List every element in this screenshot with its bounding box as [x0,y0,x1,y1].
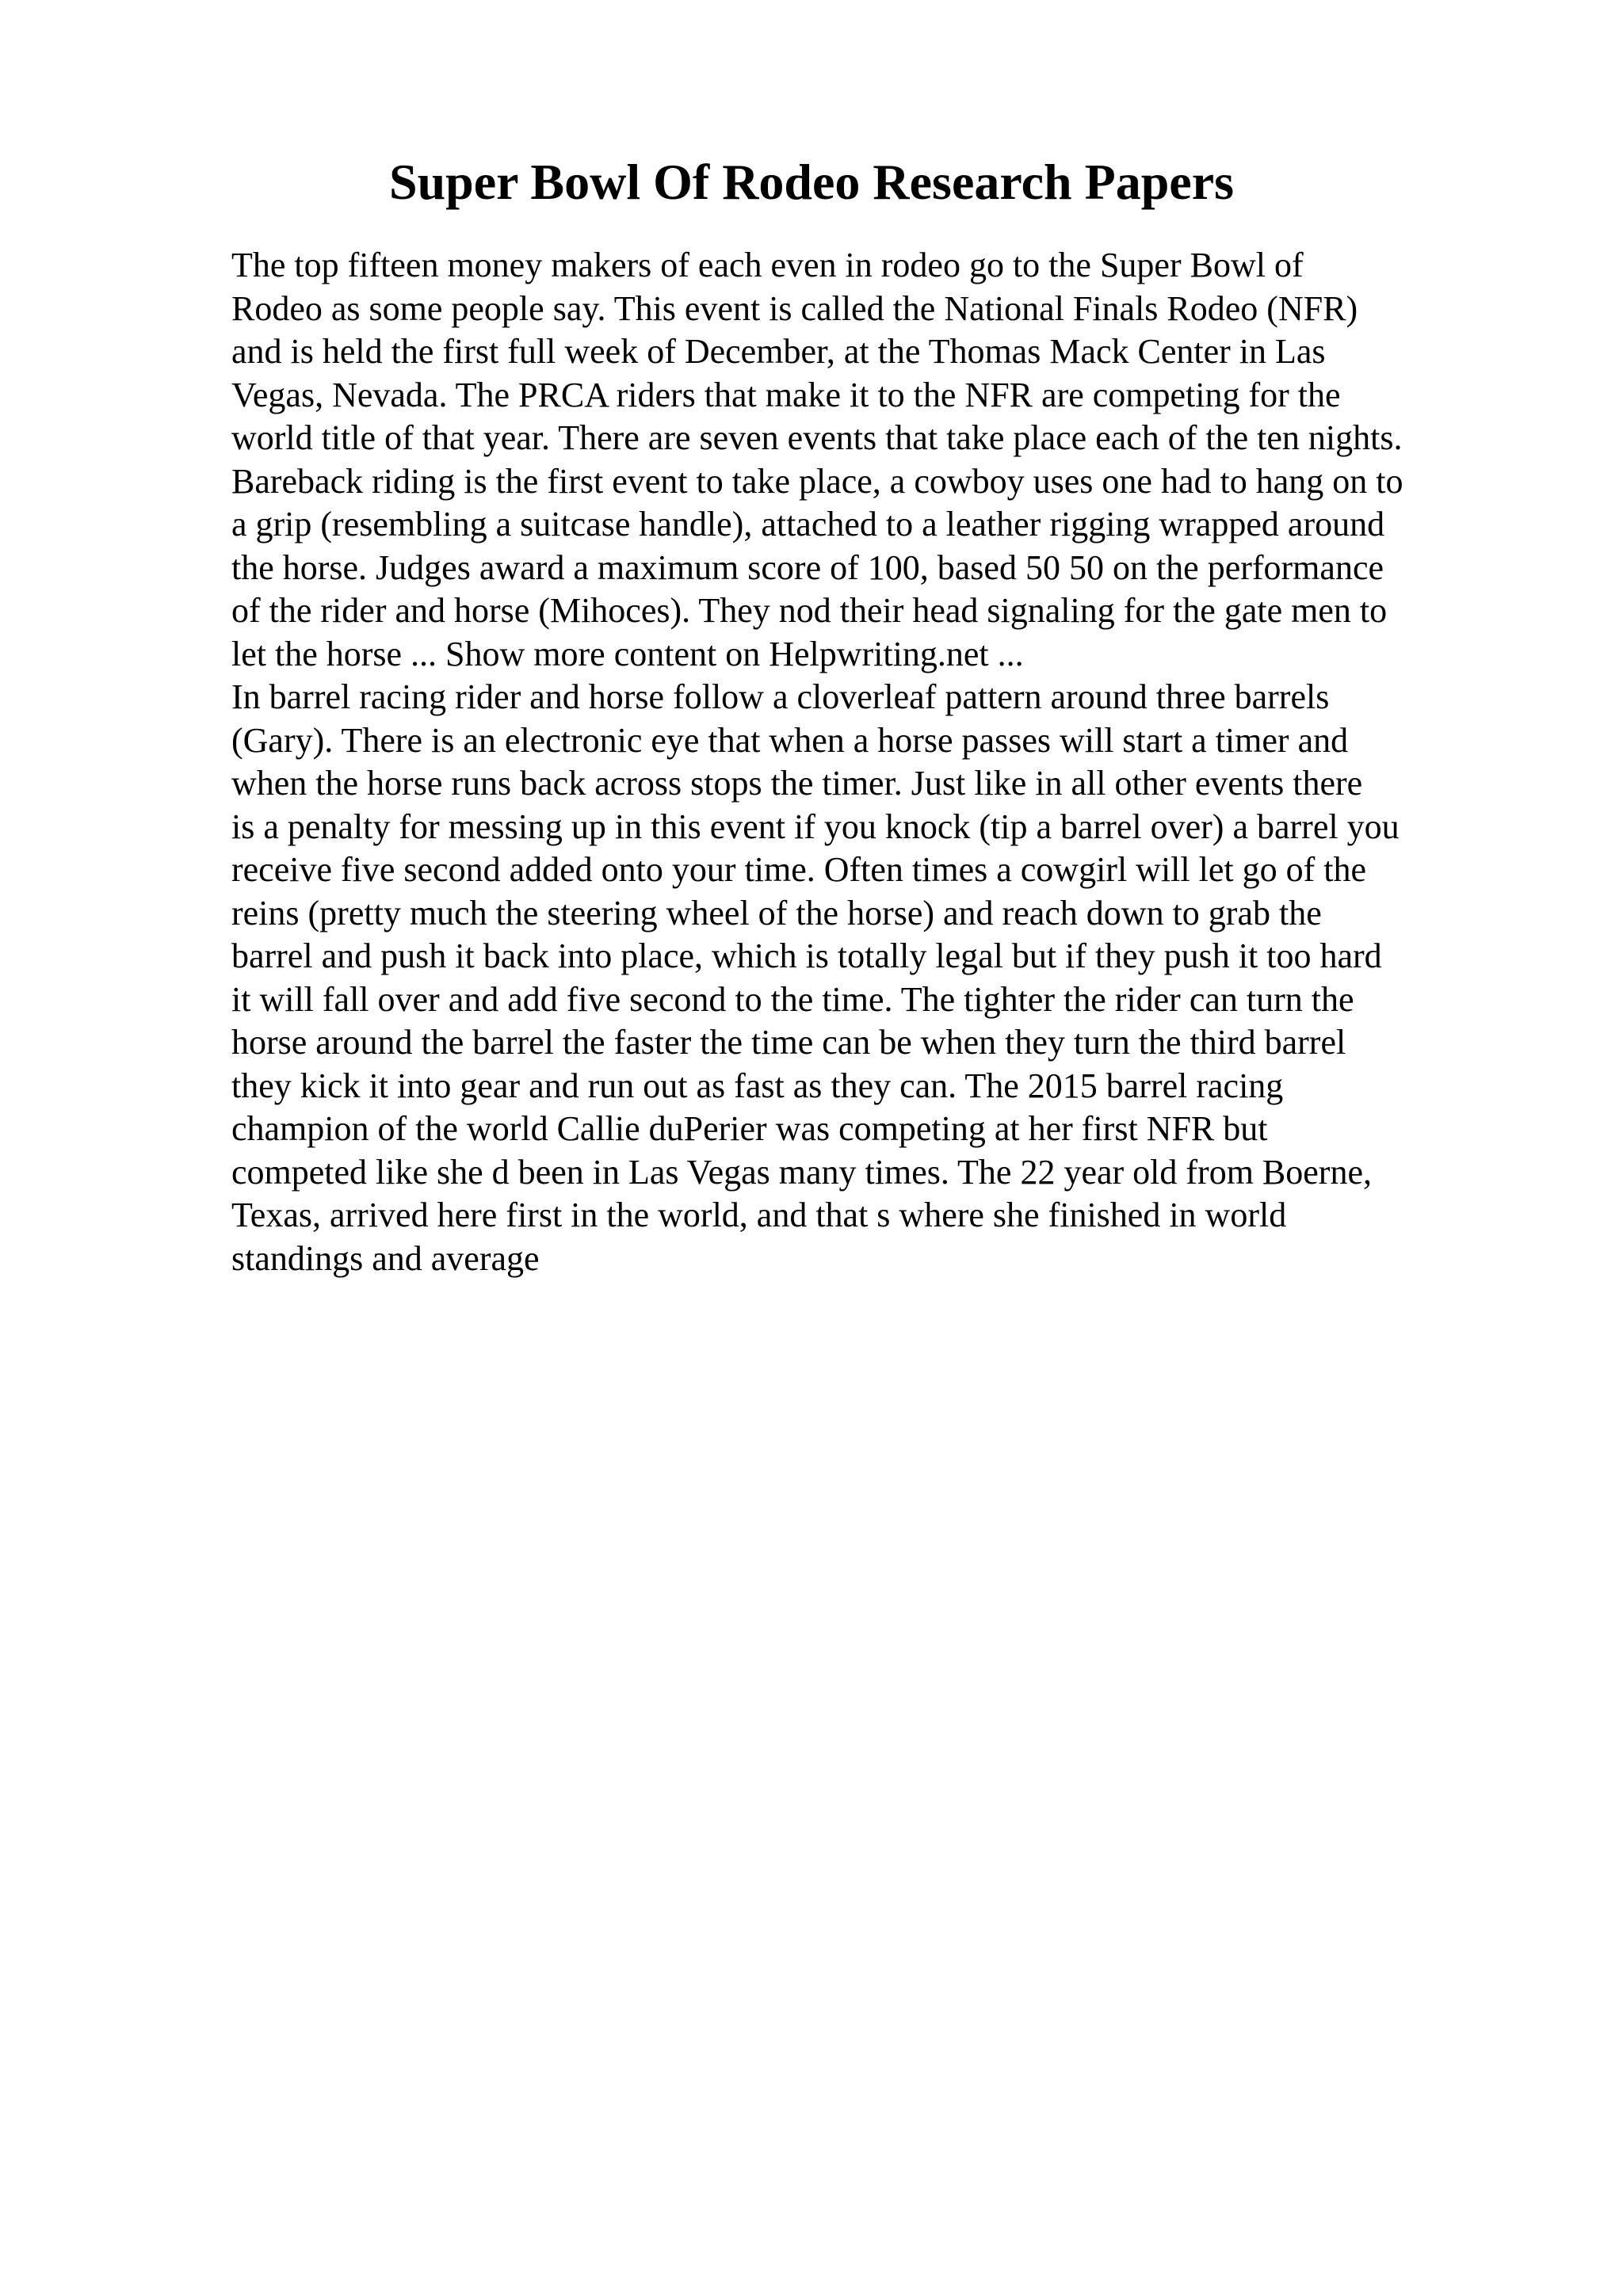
text-line: let the horse ... Show more content on Helpwriting.net ... [231,634,1024,673]
text-line: world title of that year. There are seven events that take place each of the ten nights. [231,418,1403,457]
text-line: they kick it into gear and run out as fast as they can. The 2015 barrel racing [231,1066,1284,1105]
document-title: Super Bowl Of Rodeo Research Papers [388,154,1235,210]
document-body [231,244,1484,1280]
text-line: a grip (resembling a suitcase handle), attached to a leather rigging wrapped around [231,505,1385,543]
text-line: is a penalty for messing up in this event if you knock (tip a barrel over) a barrel you [231,807,1400,846]
text-line: (Gary). There is an electronic eye that when a horse passes will start a timer and [231,720,1349,760]
text-line: The top fifteen money makers of each even in rodeo go to the Super Bowl of [231,246,1304,284]
text-line: Texas, arrived here first in the world, and that s where she finished in world [231,1196,1287,1234]
paragraph-barrel-racing [231,676,1484,1280]
text-line: the horse. Judges award a maximum score of 100, based 50 50 on the performance [231,547,1384,587]
text-line: standings and average [231,1238,540,1278]
paragraph-nfr-overview [231,244,1484,676]
text-line: Vegas, Nevada. The PRCA riders that make it to the NFR are competing for the [231,375,1341,414]
text-line: Bareback riding is the first event to take place, a cowboy uses one had to hang on to [231,461,1403,501]
text-line: reins (pretty much the steering wheel of the horse) and reach down to grab the [231,893,1322,933]
text-line: receive five second added onto your time. Often times a cowgirl will let go of the [231,850,1366,889]
text-line: champion of the world Callie duPerier was competing at her first NFR but [231,1109,1268,1148]
text-line: of the rider and horse (Mihoces). They nod their head signaling for the gate men to [231,591,1388,630]
text-line: horse around the barrel the faster the time can be when they turn the third barrel [231,1023,1346,1062]
text-line: competed like she d been in Las Vegas many times. The 22 year old from Boerne, [231,1152,1372,1192]
text-line: it will fall over and add five second to the time. The tighter the rider can turn the [231,979,1354,1019]
text-line: and is held the first full week of December, at the Thomas Mack Center in Las [231,332,1326,371]
text-line: In barrel racing rider and horse follow a cloverleaf pattern around three barrels [231,677,1330,716]
text-line: Rodeo as some people say. This event is called the National Finals Rodeo (NFR) [231,288,1358,328]
text-line: when the horse runs back across stops the timer. Just like in all other events there [231,764,1363,803]
text-line: barrel and push it back into place, which is totally legal but if they push it too hard [231,936,1382,975]
